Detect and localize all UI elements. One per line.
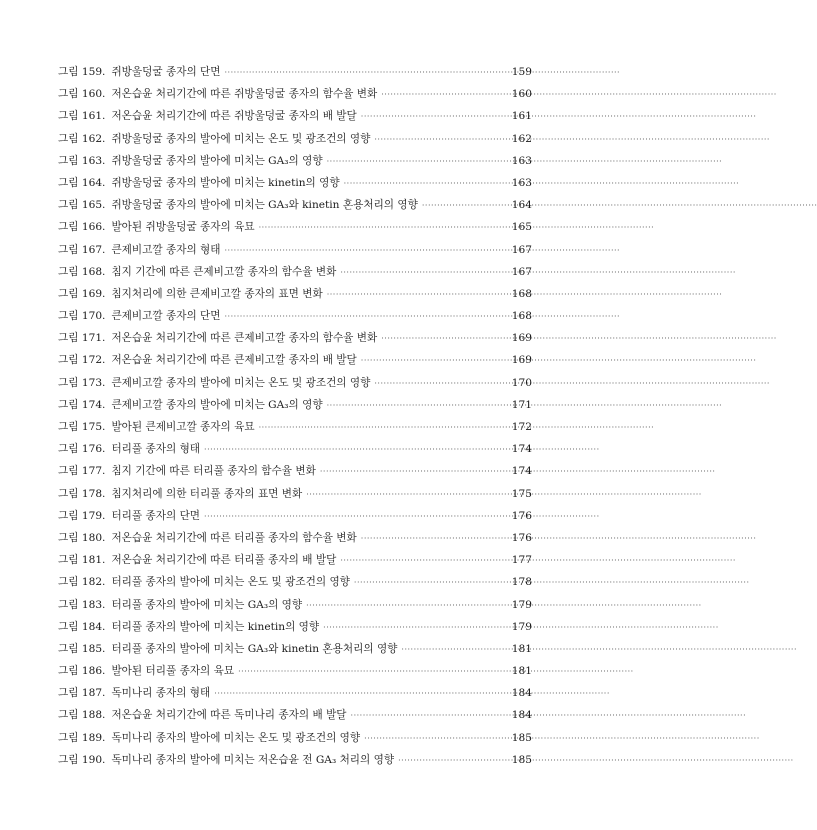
page-number: 175 [511, 487, 532, 500]
figure-number: 그림 179. [58, 509, 106, 522]
dot-leader [214, 689, 506, 698]
figure-title: 쥐방울덩굴 종자의 발아에 미치는 GA₃의 영향 [111, 154, 323, 167]
page-number: 181 [511, 665, 532, 678]
toc-entry [58, 597, 532, 619]
toc-entry [58, 619, 532, 641]
figure-title: 저온습윤 처리기간에 따른 터리풀 종자의 배 발달 [111, 554, 337, 567]
dot-leader [398, 756, 506, 765]
toc-entry [58, 463, 532, 485]
dot-leader [374, 135, 506, 144]
page-number: 181 [511, 642, 532, 655]
figure-number: 그림 165. [58, 199, 106, 212]
figure-title: 쥐방울덩굴 종자의 발아에 미치는 kinetin의 영향 [111, 176, 340, 189]
figure-title: 독미나리 종자의 형태 [111, 687, 211, 700]
page-number: 176 [511, 531, 532, 544]
figure-list [58, 64, 532, 774]
page-number: 160 [511, 88, 532, 101]
toc-entry [58, 574, 532, 596]
figure-title: 터리풀 종자의 형태 [111, 443, 201, 456]
figure-title: 터리풀 종자의 발아에 미치는 kinetin의 영향 [111, 620, 320, 633]
dot-leader [340, 268, 506, 277]
figure-number: 그림 183. [58, 598, 106, 611]
figure-title: 터리풀 종자의 발아에 미치는 GA₃의 영향 [111, 598, 303, 611]
dot-leader [204, 512, 506, 521]
page-number: 159 [511, 66, 532, 78]
page-number: 170 [511, 376, 532, 389]
figure-number: 그림 178. [58, 487, 106, 500]
figure-number: 그림 172. [58, 354, 106, 367]
dot-leader [323, 623, 506, 632]
page-number: 172 [511, 421, 532, 433]
dot-leader [259, 223, 506, 232]
toc-entry [58, 108, 532, 130]
toc-entry [58, 352, 532, 374]
toc-entry [58, 242, 532, 264]
figure-title: 쥐방울덩굴 종자의 발아에 미치는 GA₃와 kinetin 혼용처리의 영향 [111, 199, 418, 212]
toc-entry [58, 308, 532, 330]
figure-number: 그림 182. [58, 576, 106, 589]
toc-entry [58, 286, 532, 308]
dot-leader [381, 334, 506, 343]
figure-number: 그림 189. [58, 731, 106, 744]
page-number: 169 [511, 354, 532, 367]
figure-number: 그림 159. [58, 66, 106, 78]
page-number: 171 [511, 398, 532, 411]
figure-title: 터리풀 종자의 발아에 미치는 온도 및 광조건의 영향 [111, 576, 350, 589]
toc-entry [58, 264, 532, 286]
figure-number: 그림 181. [58, 554, 106, 567]
toc-entry [58, 375, 532, 397]
figure-number: 그림 171. [58, 332, 106, 345]
page-number: 174 [511, 465, 532, 478]
dot-leader [361, 356, 506, 365]
figure-title: 독미나리 종자의 발아에 미치는 온도 및 광조건의 영향 [111, 731, 361, 744]
dot-leader [306, 490, 506, 499]
figure-title: 침지 기간에 따른 터리풀 종자의 함수율 변화 [111, 465, 316, 478]
figure-title: 터리풀 종자의 단면 [111, 509, 201, 522]
dot-leader [327, 290, 506, 299]
figure-title: 저온습윤 처리기간에 따른 큰제비고깔 종자의 함수율 변화 [111, 332, 378, 345]
page-number: 179 [511, 598, 532, 611]
figure-title: 발아된 큰제비고깔 종자의 육묘 [111, 421, 255, 433]
toc-entry [58, 131, 532, 153]
figure-number: 그림 190. [58, 753, 106, 766]
dot-leader [320, 467, 506, 476]
figure-title: 저온습윤 처리기간에 따른 독미나리 종자의 배 발달 [111, 709, 347, 722]
figure-title: 침지처리에 의한 터리풀 종자의 표면 변화 [111, 487, 303, 500]
figure-title: 쥐방울덩굴 종자의 발아에 미치는 온도 및 광조건의 영향 [111, 132, 371, 145]
toc-entry [58, 752, 532, 774]
figure-number: 그림 185. [58, 642, 106, 655]
dot-leader [225, 246, 506, 255]
dot-leader [259, 423, 506, 432]
dot-leader [327, 157, 506, 166]
figure-title: 저온습윤 처리기간에 따른 터리풀 종자의 함수율 변화 [111, 531, 357, 544]
dot-leader [364, 734, 506, 743]
figure-number: 그림 169. [58, 287, 106, 300]
figure-title: 발아된 쥐방울덩굴 종자의 육묘 [111, 221, 255, 234]
toc-entry [58, 397, 532, 419]
figure-number: 그림 161. [58, 110, 106, 123]
toc-entry [58, 486, 532, 508]
dot-leader [340, 556, 506, 565]
figure-title: 침지처리에 의한 큰제비고깔 종자의 표면 변화 [111, 287, 323, 300]
page-number: 168 [511, 287, 532, 300]
dot-leader [225, 68, 506, 77]
figure-title: 큰제비고깔 종자의 형태 [111, 243, 221, 256]
figure-number: 그림 160. [58, 88, 106, 101]
page-number: 174 [511, 443, 532, 456]
page-number: 184 [511, 687, 532, 700]
figure-number: 그림 187. [58, 687, 106, 700]
page-number: 164 [511, 199, 532, 212]
dot-leader [354, 578, 506, 587]
figure-title: 터리풀 종자의 발아에 미치는 GA₃와 kinetin 혼용처리의 영향 [111, 642, 398, 655]
figure-title: 독미나리 종자의 발아에 미치는 저온습윤 전 GA₃ 처리의 영향 [111, 753, 395, 766]
dot-leader [351, 711, 506, 720]
dot-leader [361, 534, 506, 543]
dot-leader [422, 201, 506, 210]
figure-number: 그림 180. [58, 531, 106, 544]
toc-entry [58, 86, 532, 108]
figure-number: 그림 176. [58, 443, 106, 456]
toc-entry [58, 330, 532, 352]
figure-title: 발아된 터리풀 종자의 육묘 [111, 665, 235, 678]
dot-leader [374, 379, 506, 388]
page-number: 178 [511, 576, 532, 589]
figure-number: 그림 162. [58, 132, 106, 145]
figure-number: 그림 175. [58, 421, 106, 433]
dot-leader [344, 179, 506, 188]
toc-entry [58, 530, 532, 552]
page-number: 169 [511, 332, 532, 345]
toc-entry [58, 663, 532, 685]
figure-number: 그림 177. [58, 465, 106, 478]
toc-entry [58, 219, 532, 241]
dot-leader [327, 401, 506, 410]
dot-leader [401, 645, 506, 654]
page-number: 162 [511, 132, 532, 145]
figure-title: 저온습윤 처리기간에 따른 큰제비고깔 종자의 배 발달 [111, 354, 357, 367]
toc-entry [58, 64, 532, 86]
figure-title: 쥐방울덩굴 종자의 단면 [111, 66, 221, 78]
dot-leader [238, 667, 506, 676]
page-number: 163 [511, 176, 532, 189]
figure-number: 그림 188. [58, 709, 106, 722]
figure-number: 그림 163. [58, 154, 106, 167]
toc-entry [58, 419, 532, 441]
page-number: 184 [511, 709, 532, 722]
figure-title: 큰제비고깔 종자의 발아에 미치는 GA₃의 영향 [111, 398, 323, 411]
page-number: 165 [511, 221, 532, 234]
page-number: 167 [511, 243, 532, 256]
figure-title: 저온습윤 처리기간에 따른 쥐방울덩굴 종자의 함수율 변화 [111, 88, 378, 101]
figure-number: 그림 173. [58, 376, 106, 389]
dot-leader [204, 445, 506, 454]
page-number: 176 [511, 509, 532, 522]
figure-number: 그림 170. [58, 310, 106, 323]
toc-entry [58, 441, 532, 463]
toc-entry [58, 641, 532, 663]
toc-entry [58, 552, 532, 574]
page-number: 168 [511, 310, 532, 323]
dot-leader [225, 312, 506, 321]
figure-number: 그림 184. [58, 620, 106, 633]
figure-number: 그림 166. [58, 221, 106, 234]
toc-entry [58, 197, 532, 219]
page-number: 161 [511, 110, 532, 123]
toc-entry [58, 153, 532, 175]
figure-title: 침지 기간에 따른 큰제비고깔 종자의 함수율 변화 [111, 265, 337, 278]
figure-number: 그림 174. [58, 398, 106, 411]
figure-title: 큰제비고깔 종자의 발아에 미치는 온도 및 광조건의 영향 [111, 376, 371, 389]
page-number: 167 [511, 265, 532, 278]
dot-leader [381, 90, 506, 99]
page-number: 185 [511, 753, 532, 766]
figure-number: 그림 186. [58, 665, 106, 678]
page-number: 163 [511, 154, 532, 167]
figure-number: 그림 167. [58, 243, 106, 256]
page-number: 177 [511, 554, 532, 567]
page-number: 185 [511, 731, 532, 744]
figure-number: 그림 164. [58, 176, 106, 189]
dot-leader [306, 601, 506, 610]
figure-number: 그림 168. [58, 265, 106, 278]
figure-title: 저온습윤 처리기간에 따른 쥐방울덩굴 종자의 배 발달 [111, 110, 357, 123]
toc-entry [58, 175, 532, 197]
toc-entry [58, 508, 532, 530]
figure-title: 큰제비고깔 종자의 단면 [111, 310, 221, 323]
toc-entry [58, 707, 532, 729]
page-number: 179 [511, 620, 532, 633]
dot-leader [361, 112, 506, 121]
toc-entry [58, 685, 532, 707]
toc-entry [58, 730, 532, 752]
